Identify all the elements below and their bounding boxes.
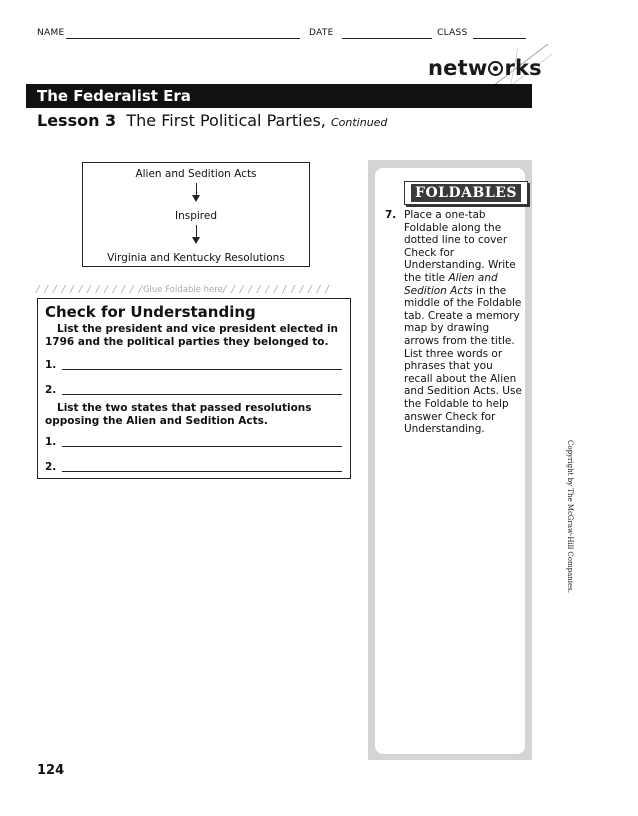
copyright-notice: Copyright by The McGraw-Hill Companies. — [566, 440, 574, 593]
answer-1-line[interactable] — [62, 369, 342, 370]
date-field[interactable] — [342, 38, 432, 39]
flowchart-middle: Inspired — [174, 210, 217, 222]
name-field[interactable] — [66, 38, 300, 39]
lesson-heading — [37, 111, 387, 130]
glue-label: Glue Foldable here — [142, 285, 223, 295]
date-label: DATE — [309, 28, 334, 38]
answer-4-line[interactable] — [62, 471, 342, 472]
arrow-down-icon — [192, 237, 200, 244]
check-title: Check for Understanding — [45, 303, 256, 321]
foldables-badge: FOLDABLES — [404, 181, 528, 205]
glue-dotted-line: / / / / / / / / / / / / /Glue Foldable here/ / / / / / / / / / / / / — [36, 284, 330, 295]
unit-title: The Federalist Era — [37, 87, 191, 105]
class-field[interactable] — [473, 38, 526, 39]
flowchart-top: Alien and Sedition Acts — [135, 168, 257, 180]
answer-2-line[interactable] — [62, 394, 342, 395]
lesson-title: The First Political Parties, — [126, 111, 326, 130]
name-label: NAME — [37, 28, 65, 38]
lesson-label: Lesson 3 — [37, 111, 117, 130]
networks-logo: netw rks — [428, 56, 542, 80]
flowchart-bottom: Virginia and Kentucky Resolutions — [107, 252, 285, 264]
globe-icon — [488, 61, 503, 76]
item-number: 7. — [385, 209, 397, 221]
answer-3-line[interactable] — [62, 446, 342, 447]
answer-3-number: 1. — [45, 436, 57, 448]
answer-2-number: 2. — [45, 384, 57, 396]
foldables-instructions: Place a one-tab Foldable along the dotted line to cover Check for Understanding. Write the title Alien and Sedition Acts in the middle of the Foldable tab. Create a memory map by drawing arrows from the title. List three words or phrases that you recall about the Alien and Sedition Acts. Use the Foldable to help answer Check for Understanding. — [404, 209, 522, 436]
class-label: CLASS — [437, 28, 468, 38]
page-number: 124 — [37, 763, 65, 778]
answer-1-number: 1. — [45, 359, 57, 371]
answer-4-number: 2. — [45, 461, 57, 473]
arrow-down-icon — [192, 195, 200, 202]
lesson-continued: Continued — [330, 116, 388, 129]
question-1: List the president and vice president elected in 1796 and the political parties they belonged to. — [45, 323, 339, 348]
question-2: List the two states that passed resolutions opposing the Alien and Sedition Acts. — [45, 402, 312, 427]
